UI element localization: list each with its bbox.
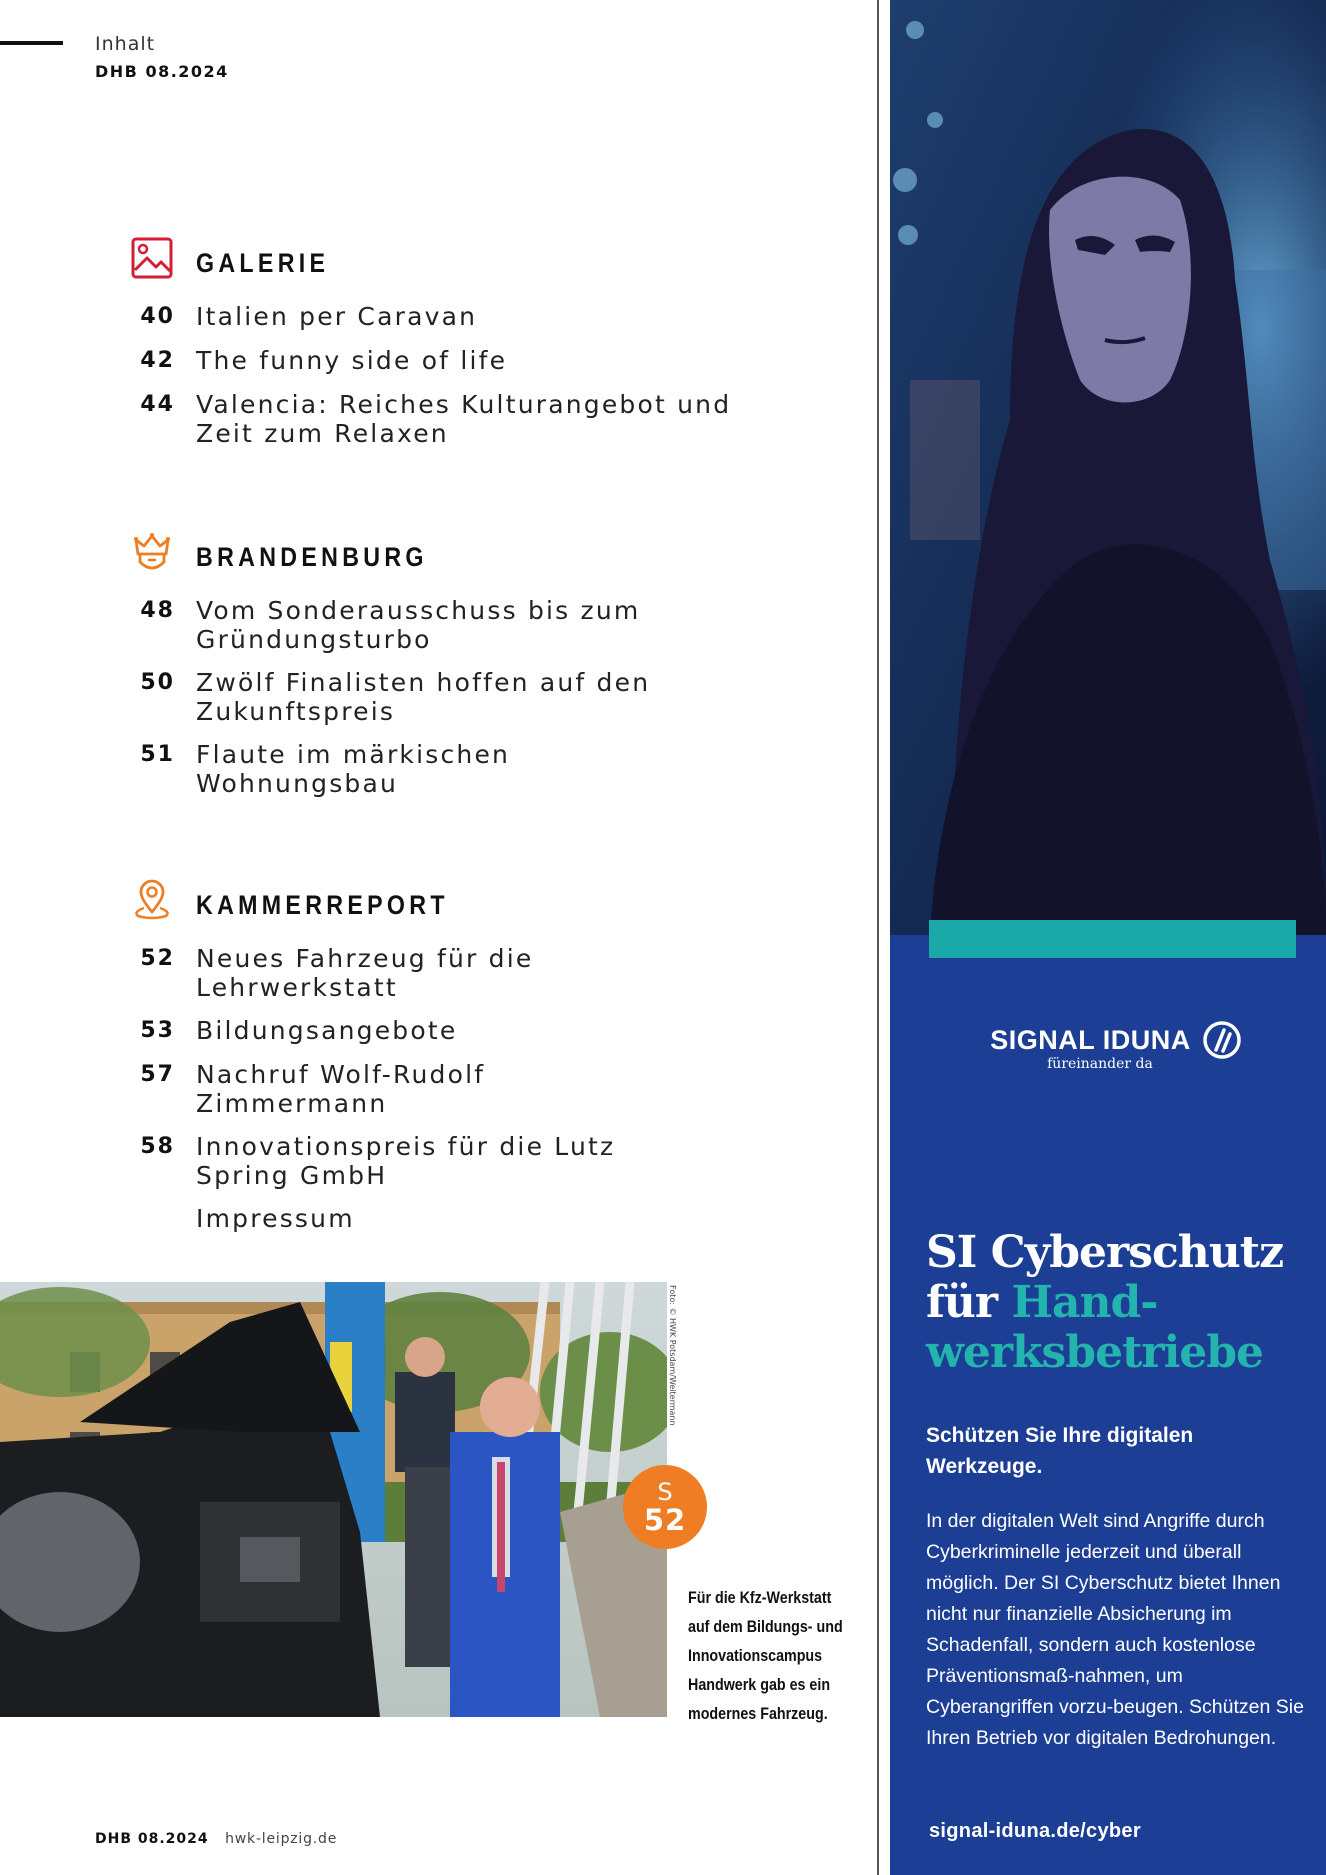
headline-teal-2: werksbetriebe [926, 1327, 1264, 1378]
toc-item[interactable] [130, 1060, 710, 1118]
badge-prefix: S [657, 1478, 673, 1506]
toc-section-brandenburg [130, 530, 710, 798]
ad-subline: Schützen Sie Ihre digitalen Werkzeuge. [926, 1424, 1194, 1478]
section-title: KAMMERREPORT [196, 890, 449, 920]
brand-tagline: füreinander da [1047, 1056, 1153, 1072]
brand-logo[interactable] [986, 1020, 1246, 1072]
brand-name: SIGNAL IDUNA [990, 1024, 1191, 1055]
page-number: 57 [140, 1062, 175, 1087]
toc-section-galerie [130, 236, 732, 448]
toc-item[interactable] [130, 302, 710, 332]
section-title: BRANDENBURG [196, 542, 428, 572]
article-title: Valencia: Reiches Kulturangebot und Zeit zum Relaxen [196, 390, 732, 448]
gallery-icon [130, 236, 174, 280]
headline-line-2 [926, 1278, 1316, 1328]
article-title: Bildungsangebote [196, 1016, 458, 1045]
location-pin-icon [130, 878, 174, 922]
page-badge[interactable] [623, 1465, 707, 1549]
page-number: 40 [140, 304, 175, 329]
headline-line-1: SI Cyberschutz [926, 1227, 1284, 1278]
article-title: Vom Sonderausschuss bis zum Gründungsturbo [196, 596, 641, 654]
signal-iduna-logo-icon [1202, 1020, 1242, 1060]
article-title: Nachruf Wolf-Rudolf Zimmermann [196, 1060, 486, 1118]
badge-page: 52 [643, 1503, 687, 1537]
article-title: Italien per Caravan [196, 302, 478, 331]
header-rule [0, 41, 63, 45]
hacker-photo [890, 0, 1326, 935]
toc-item[interactable] [130, 1204, 710, 1234]
page-number: 52 [140, 946, 175, 971]
ad-url-link[interactable]: signal-iduna.de/cyber [929, 1820, 1141, 1842]
toc-item[interactable] [130, 596, 710, 654]
toc-item[interactable] [130, 740, 710, 798]
article-title: Flaute im märkischen Wohnungsbau [196, 740, 511, 798]
article-title: The funny side of life [196, 346, 508, 375]
article-title: Neues Fahrzeug für die Lehrwerkstatt [196, 944, 534, 1002]
column-divider [877, 0, 879, 1875]
toc-item[interactable] [130, 668, 710, 726]
article-title: Innovationspreis für die Lutz Spring GmbH [196, 1132, 616, 1190]
section-header [130, 236, 710, 286]
crown-icon [130, 530, 174, 574]
toc-item[interactable] [130, 346, 710, 376]
page-number: 51 [140, 742, 175, 767]
page-number: 48 [140, 598, 175, 623]
section-label: Inhalt [95, 33, 156, 55]
article-title: Zwölf Finalisten hoffen auf den Zukunftspreis [196, 668, 651, 726]
article-title: Impressum [196, 1204, 355, 1233]
page-number: 44 [140, 392, 175, 417]
toc-item[interactable] [130, 944, 710, 1002]
photo-caption: Für die Kfz-Werkstatt auf dem Bildungs- und Innovationscampus Handwerk gab es ein modernes Fahrzeug. [688, 1588, 843, 1723]
page-number: 58 [140, 1134, 175, 1159]
toc-item[interactable] [130, 390, 732, 448]
page-number: 50 [140, 670, 175, 695]
toc-item[interactable] [130, 1016, 710, 1046]
accent-stripe [929, 920, 1296, 958]
issue-label: DHB 08.2024 [95, 62, 229, 81]
page-footer [95, 1831, 337, 1847]
advertisement [890, 0, 1326, 1875]
toc-section-kammerreport [130, 878, 710, 1234]
section-header [130, 530, 710, 580]
headline-fur: für [926, 1277, 998, 1328]
page-number: 53 [140, 1018, 175, 1043]
section-header [130, 878, 710, 928]
page-number: 42 [140, 348, 175, 373]
section-title: GALERIE [196, 248, 330, 278]
article-photo [0, 1282, 667, 1717]
headline-teal-1: Hand- [1011, 1277, 1158, 1328]
ad-headline [926, 1228, 1316, 1378]
ad-body: In der digitalen Welt sind Angriffe durch Cyberkriminelle jederzeit und überall möglich. Der SI Cyberschutz bietet Ihnen nicht nur finanzielle Absicherung im Schadenfall, sondern auch kostenlose Präventionsmaß-nahmen, um Cyberangriffen vorzu-beugen. Schützen Sie Ihren Betrieb vor digitalen Bedrohungen. [926, 1510, 1304, 1749]
footer-url[interactable]: hwk-leipzig.de [225, 1831, 338, 1847]
photo-credit-text: Foto: © HWK Potsdam/Weitermann [668, 1285, 677, 1426]
toc-item[interactable] [130, 1132, 710, 1190]
footer-issue: DHB 08.2024 [95, 1831, 209, 1847]
photo-credit [668, 1285, 682, 1426]
